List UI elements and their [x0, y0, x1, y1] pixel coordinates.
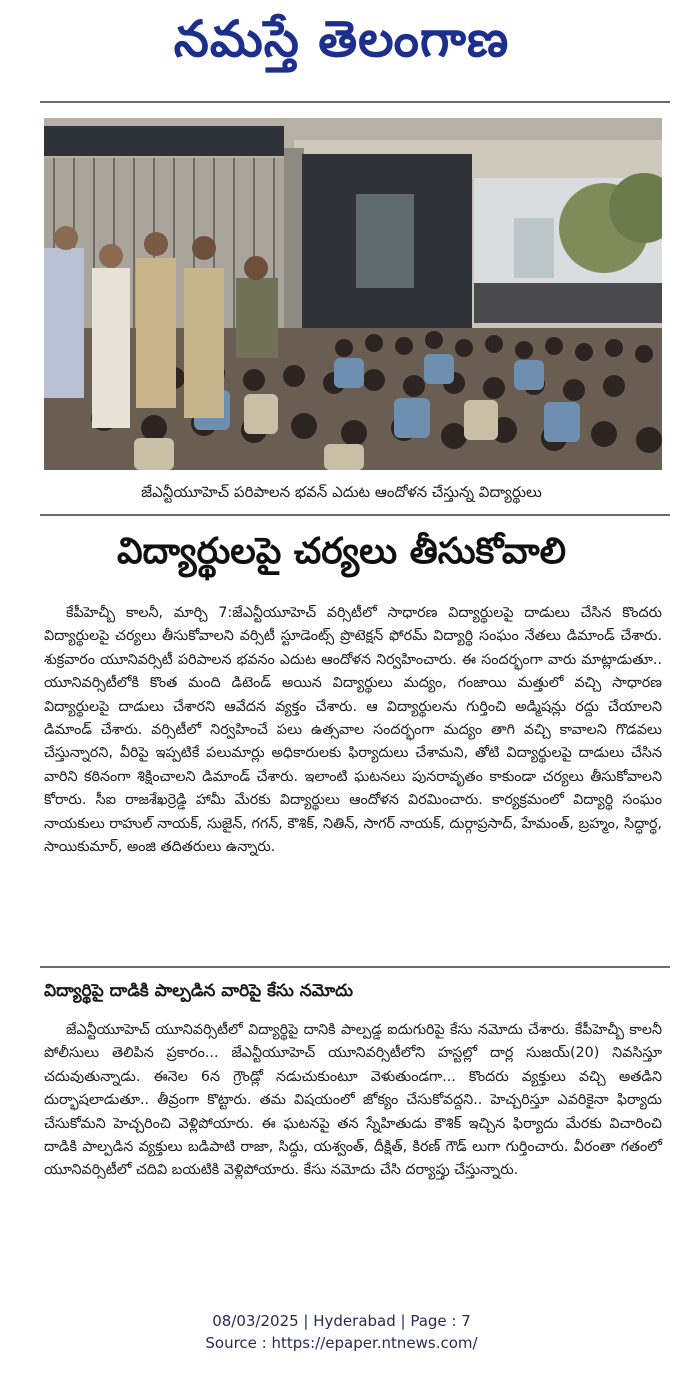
- footer: [0, 1310, 683, 1354]
- caption-divider: [40, 514, 670, 516]
- article-body: [44, 602, 662, 859]
- headline: విద్యార్థులపై చర్యలు తీసుకోవాలి: [116, 531, 567, 572]
- news-photo: [44, 118, 662, 470]
- photo-caption: జేఎన్టీయూహెచ్ పరిపాలన భవన్ ఎదుట ఆందోళన చేస్తున్న విద్యార్థులు: [141, 483, 542, 501]
- masthead-divider: [40, 101, 670, 103]
- subheadline: విద్యార్థిపై దాడికి పాల్పడిన వారిపై కేసు నమోదు: [44, 981, 354, 1001]
- footer-date-location: 08/03/2025 | Hyderabad | Page : 7: [212, 1312, 471, 1330]
- footer-source: Source : https://epaper.ntnews.com/: [205, 1334, 478, 1352]
- masthead: [0, 0, 683, 100]
- second-article-paragraph: జేఎన్టీయూహెచ్ యూనివర్సిటీలో విద్యార్థిపై దానికి పాల్పడ్డ ఐదుగురిపై కేసు నమోదు చేశారు. కేపీహెచ్బీ కాలనీ పోలీసులు తెలిపిన ప్రకారం... జేఎన్టీయూహెచ్ యూనివర్సిటీలోని హస్టల్లో దార్ల సుజయ్(20) నివసిస్తూ చదువుతున్నాడు. ఈనెల 6న గ్రౌండ్లో నడుచుకుంటూ వెళుతుండగా... కొందరు వ్యక్తులు వచ్చి అతడిని దుర్భాషలాడుతూ.. తీవ్రంగా కొట్టారు. తమ విషయంలో జోక్యం చేసుకోవద్దని.. హెచ్చరిస్తూ ఎవరికైనా ఫిర్యాదు చేసుకోమని హెచ్చరించి వెళ్లిపోయారు. ఈ ఘటనపై తన స్నేహితుడు కౌశిక్ ఇచ్చిన ఫిర్యాదు మేరకు విచారించి దాడికి పాల్పడిన వ్యక్తులు బడిపాటి రాజా, సిద్ధు, యశ్వంత్, దీక్షిత్, కిరణ్ గౌడ్ లుగా గుర్తించారు. వీరంతా గతంలో యూనివర్సిటీలో చదివి బయటికి వెళ్లిపోయారు. కేసు నమోదు చేసి దర్యాప్తు చేస్తున్నారు.: [44, 1022, 662, 1179]
- article-paragraph: కేపీహెచ్బీ కాలనీ, మార్చి 7:జేఎన్టీయూహెచ్ వర్సిటీలో సాధారణ విద్యార్థులపై దాడులు చేసిన కొందరు విద్యార్థులపై చర్యలు తీసుకోవాలని వర్సిటీ స్టూడెంట్స్ ప్రొటెక్షన్ ఫోరమ్ విద్యార్థి సంఘం నేతలు డిమాండ్ చేశారు. శుక్రవారం యూనివర్సిటీ పరిపాలన భవనం ఎదుట ఆందోళన నిర్వహించారు. ఈ సందర్భంగా వారు మాట్లాడుతూ.. యూనివర్సిటీలోకి కొంత మంది డిటెండ్ అయిన విద్యార్థులు మద్యం, గంజాయి మత్తులో వచ్చి సాధారణ విద్యార్థులపై దాడులు చేశారని ఆవేదన వ్యక్తం చేశారు. ఆ విద్యార్థులను గుర్తించి అడ్మిషన్లు రద్దు చేయాలని డిమాండ్ చేశారు. వర్సిటీలో నిర్వహించే పలు ఉత్సవాల సందర్భంగా మద్యం తాగి వచ్చి కావాలని గొడవలు చేస్తున్నారని, వీరిపై ఇప్పటికే పలుమార్లు అధికారులకు ఫిర్యాదులు చేశామని, తోటి విద్యార్థులపై దాడులు చేసిన వారిని కఠినంగా శిక్షించాలని డిమాండ్ చేశారు. ఇలాంటి ఘటనలు పునరావృతం కాకుండా చర్యలు తీసుకోవాలని కోరారు. సీఐ రాజశేఖర్రెడ్డి హామీ మేరకు విద్యార్థులు ఆందోళన విరమించారు. కార్యక్రమంలో విద్యార్థి సంఘం నాయకులు రాహుల్ నాయక్, సుజైన్, గగన్, కౌశిక్, నితిన్, సాగర్ నాయక్, దుర్గాప్రసాద్, హేమంత్, బ్రహ్మం, సిద్ధార్థ, సాయికుమార్, అంజి తదితరులు ఉన్నారు.: [44, 605, 662, 856]
- second-article-body: [44, 1019, 662, 1183]
- newspaper-logo: నమస్తే తెలంగాణ: [173, 10, 510, 68]
- section-divider: [40, 966, 670, 968]
